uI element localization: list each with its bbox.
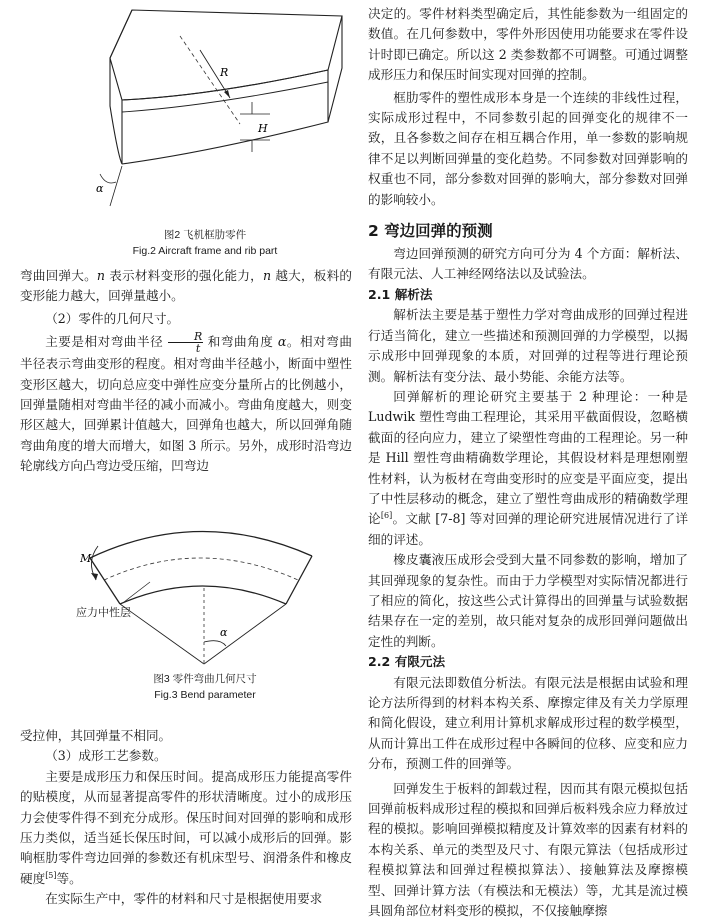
label-H: H [258, 122, 268, 135]
paragraph: 回弹发生于板料的卸载过程，因而其有限元模拟包括回弹前板料成形过程的模拟和回弹后板料残余应力释放过程的模拟。影响回弹模拟精度及计算效率的因素有材料的本构关系、单元的类型及尺寸、有限元算法（包括成形过程模拟算法和回弹过程模拟算法）、接触算法及摩擦模型、回弹计算方法（有模法和无模法）等，尤其是流过模具圆角部位材料变形的模拟，不仅接触摩擦 [368, 780, 688, 919]
paragraph: 在实际生产中，零件的材料和尺寸是根据使用要求 [45, 891, 323, 907]
label-alpha: α [220, 626, 228, 639]
fig2-caption-en: Fig.2 Aircraft frame and rib part [132, 245, 278, 257]
label-R: R [220, 66, 229, 79]
subsection-heading: 2.2 有限元法 [368, 654, 446, 670]
list-item-2: （2）零件的几何尺寸。 [45, 310, 180, 326]
paragraph: 弯边回弹预测的研究方向可分为 4 个方面：解析法、有限元法、人工神经网络法以及试验法。 [368, 246, 688, 282]
paragraph: 解析法主要是基于塑性力学对弯曲成形的回弹过程进行适当简化，建立一些描述和预测回弹的力学模型，以揭示成形中回弹现象的本质，对回弹的过程等进行理论预测。解析法有变分法、最小势能、余能方法等。 [368, 307, 688, 384]
paragraph: 框肋零件的塑性成形本身是一个连续的非线性过程，实际成形过程中，不同参数引起的回弹变化的规律不一致，且各参数之间存在相互耦合作用，单一参数的影响规律不足以判断回弹量的变化趋势。不同参数对回弹影响的权重也不同，部分参数对回弹的影响大，部分参数对回弹的影响较小。 [368, 89, 688, 207]
paragraph: 橡皮囊液压成形会受到大量不同参数的影响，增加了其回弹现象的复杂性。而由于力学模型对实际情况都进行了相应的简化，按这些公式计算得出的回弹量与试验数据结果存在一定的差别，故只能对复杂的成形回弹问题做出定性的判断。 [368, 552, 688, 649]
paragraph: 决定的。零件材料类型确定后，其性能参数为一组固定的数值。在几何参数中，零件外形因使用功能要求在零件设计时即已确定。所以这 2 类参数都不可调整。可通过调整成形压力和保压时间实现对回弹的控制。 [368, 6, 688, 83]
list-item-3: （3）成形工艺参数。 [45, 748, 167, 764]
paragraph: 有限元法即数值分析法。有限元法是根据由试验和理论方法所得到的材料本构关系、摩擦定律及有关力学原理和简化假设，建立利用计算机求解成形过程的数学模型，从而计算出工件在成形过程中各瞬间的位移、应变和应力分布，预测工件的回弹等。 [368, 674, 688, 772]
figure-3 [80, 518, 320, 668]
label-alpha: α [96, 182, 104, 195]
fig3-caption-en: Fig.3 Bend parameter [154, 689, 256, 701]
paragraph: 弯曲回弹大。n 表示材料变形的强化能力，n 越大，板料的变形能力越大，回弹量越小。 [20, 268, 352, 304]
fraction-R-over-t: $\frac{R}{t}$ [168, 331, 203, 354]
paragraph: 受拉伸，其回弹量不相同。 [20, 728, 172, 743]
label-M: M [80, 552, 92, 565]
section-heading: 2 弯边回弹的预测 [368, 222, 493, 241]
label-neutral-layer: 应力中性层 [76, 606, 131, 619]
right-column [368, 4, 688, 921]
paragraph: 主要是相对弯曲半径 $\frac{R}{t}$ 和弯曲角度 α。相对弯曲半径表示弯曲变形的程度。相对弯曲半径越小，断面中塑性变形区越大，切向总应变中弹性应变分量所占的比例越小，回弹量随相对弯曲半径的减小而减小。弯曲角度越大，则变形区越大，回弹累计值越大，回弹角也越大，所以回弹角随弯曲角度的增大而增大，如图 3 所示。另外，成形时沿弯边轮廓线方向凸弯边受压缩，凹弯边 [20, 330, 352, 474]
fig3-caption-cn: 图3 零件弯曲几何尺寸 [153, 673, 257, 685]
fig2-caption-cn: 图2 飞机框肋零件 [163, 229, 247, 241]
figure-2 [70, 6, 345, 226]
paragraph: 主要是成形压力和保压时间。提高成形压力能提高零件的贴模度，从而显著提高零件的形状清晰度。过小的成形压力会使零件得不到充分成形。保压时间对回弹的影响和成形压力类似，适当延长保压时间，可以减小成形后的回弹。影响框肋零件弯边回弹的参数还有机床型号、润滑条件和橡皮硬度[5]等。 [20, 768, 352, 886]
aircraft-frame-rib-drawing [70, 6, 345, 226]
bend-parameter-drawing [80, 518, 320, 668]
paragraph: 回弹解析的理论研究主要基于 2 种理论：一种是 Ludwik 塑性弯曲工程理论，其采用平截面假设，忽略横截面的径向应力，建立了梁塑性弯曲的工程理论。另一种是 Hill 塑性弯曲精确数学理论，其假设材料是理想刚塑性材料，认为板材在弯曲变形时的应变是平面应变，提出了中性层移动的概念，建立了塑性弯曲成形的精确数学理论[6]。文献 [7-8] 等对回弹的理论研究进展情况进行了详细的评述。 [368, 388, 688, 547]
subsection-heading: 2.1 解析法 [368, 286, 433, 302]
